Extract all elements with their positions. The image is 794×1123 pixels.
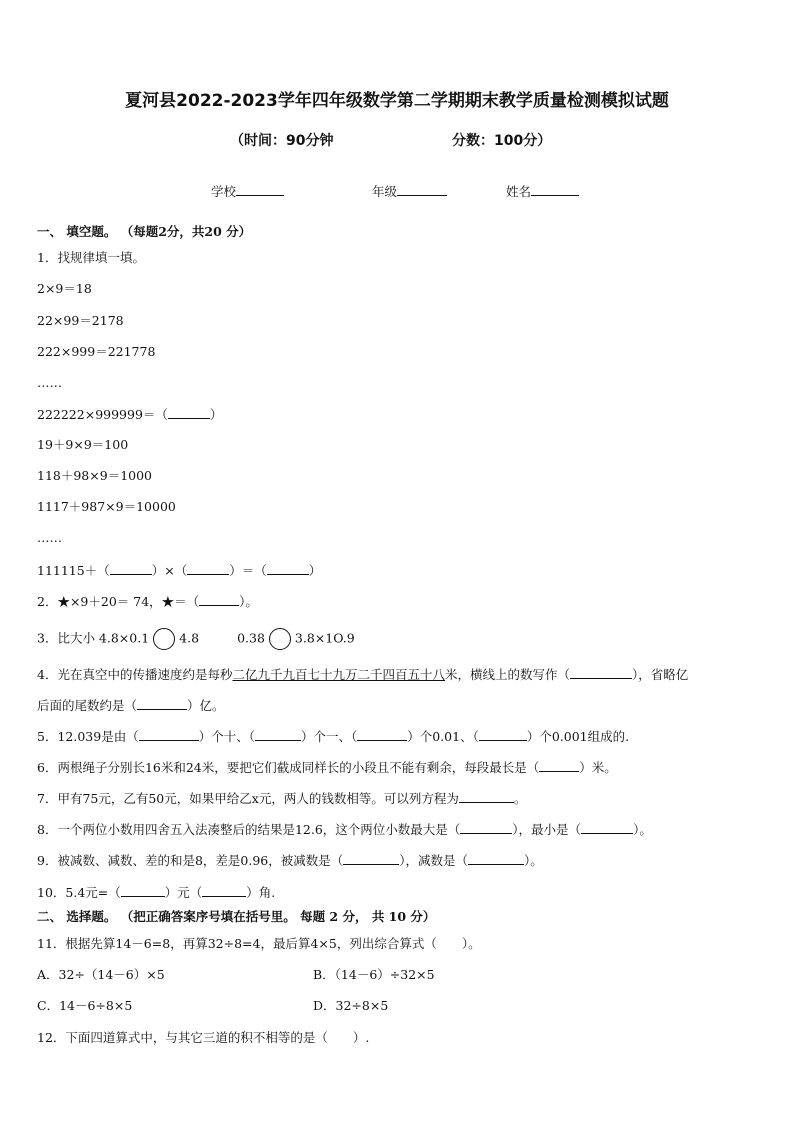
- section2-note: （把正确答案序号填在括号里。 每题 2 分， 共 10 分）: [120, 909, 436, 924]
- q4-text-b: 米，横线上的数写作（: [444, 667, 570, 682]
- answer-blank[interactable]: [459, 790, 514, 803]
- q2-text: 2．★×9＋20＝ 74，★＝（: [37, 594, 200, 609]
- school-label: 学校: [211, 184, 237, 199]
- q2-close: ）。: [239, 594, 258, 609]
- q10-text-c: ）角.: [246, 885, 276, 900]
- section1-note: （每题2分，共20 分）: [120, 224, 252, 239]
- q1-dots1: ……: [37, 375, 62, 390]
- q1-line8-mid2: ）＝（: [229, 563, 267, 578]
- q5-text-d: ）个0.01、（: [407, 729, 479, 744]
- q4-line2: [37, 697, 225, 714]
- q4-text-d: 后面的尾数约是（: [37, 698, 138, 713]
- q8-text-c: ）。: [633, 822, 652, 837]
- q6-close: ）米。: [579, 760, 617, 775]
- answer-blank[interactable]: [121, 884, 165, 897]
- grade-field: [372, 182, 447, 200]
- q6-text: 6．两根绳子分别长16米和24米，要把它们截成同样长的小段且不能有剩余，每段最长是（: [37, 760, 540, 775]
- answer-blank[interactable]: [168, 406, 210, 419]
- name-field: [506, 182, 579, 200]
- q7-text: 7．甲有75元，乙有50元，如果甲给乙x元，两人的钱数相等。可以列方程为: [37, 791, 459, 806]
- q1-stem: 1．找规律填一填。: [37, 250, 145, 265]
- q5-text-e: ）个0.001组成的.: [526, 729, 630, 744]
- name-label: 姓名: [506, 184, 532, 199]
- q1-line4-close: ）: [209, 407, 223, 422]
- q8-text-a: 8．一个两位小数用四舍五入法凑整后的结果是12.6，这个两位小数最大是（: [37, 822, 461, 837]
- q1-line8-text: 111115＋（: [37, 563, 110, 578]
- answer-blank[interactable]: [468, 852, 524, 865]
- q1-line7: 1117＋987×9＝10000: [37, 499, 176, 514]
- q9-text-b: ），减数是（: [399, 853, 469, 868]
- q8-text-b: ），最小是（: [512, 822, 582, 837]
- answer-blank[interactable]: [581, 821, 633, 834]
- q3-text-c: 0.38: [237, 630, 265, 646]
- q1-line1: 2×9＝18: [37, 281, 92, 296]
- compare-circle[interactable]: [153, 628, 175, 650]
- answer-blank[interactable]: [139, 728, 199, 741]
- q1-line8-close: ）: [308, 563, 322, 578]
- section2-title: 二、 选择题。: [37, 909, 117, 924]
- answer-blank[interactable]: [357, 728, 407, 741]
- grade-label: 年级: [372, 184, 398, 199]
- q11-option-d[interactable]: D．32÷8×5: [313, 998, 389, 1013]
- q1-line5: 19＋9×9＝100: [37, 437, 129, 452]
- q1-dots2: ……: [37, 530, 62, 545]
- q3-text-a: 3．比大小 4.8×0.1: [37, 630, 150, 646]
- q9: [37, 852, 543, 869]
- exam-score: 分数：100分）: [452, 133, 552, 149]
- q7-close: 。: [513, 791, 527, 806]
- q5-text-b: ）个十、（: [198, 729, 255, 744]
- q10: [37, 884, 275, 901]
- q11-option-a[interactable]: A．32÷（14－6）×5: [37, 967, 165, 982]
- q5-text-a: 5．12.039是由（: [37, 729, 139, 744]
- school-field: [211, 182, 284, 200]
- q3-text-d: 3.8×1O.9: [294, 630, 355, 646]
- q9-text-c: ）。: [524, 853, 543, 868]
- section2-heading: [37, 909, 435, 925]
- q4-text-a: 4．光在真空中的传播速度约是每秒: [37, 667, 233, 682]
- q3-text-b: 4.8: [179, 630, 200, 646]
- q4-underlined-number: 二亿九千九百七十九万二千四百五十八: [232, 667, 445, 682]
- answer-blank[interactable]: [539, 759, 579, 772]
- exam-title: 夏河县2022-2023学年四年级数学第二学期期末教学质量检测模拟试题: [125, 91, 669, 111]
- q4-line1: [37, 666, 688, 683]
- q5: [37, 728, 629, 745]
- q11-option-c[interactable]: C．14－6÷8×5: [37, 998, 133, 1013]
- q1-line6: 118＋98×9＝1000: [37, 468, 153, 483]
- answer-blank[interactable]: [479, 728, 527, 741]
- q1-line8-mid1: ）×（: [151, 563, 188, 578]
- answer-blank[interactable]: [267, 562, 309, 575]
- q11-option-b[interactable]: B．（14－6）÷32×5: [313, 967, 435, 982]
- q9-text-a: 9．被减数、减数、差的和是8，差是0.96，被减数是（: [37, 853, 344, 868]
- q10-text-a: 10．5.4元=（: [37, 885, 121, 900]
- answer-blank[interactable]: [460, 821, 512, 834]
- q1-line4: [37, 406, 222, 423]
- answer-blank[interactable]: [343, 852, 399, 865]
- q3: [37, 628, 355, 650]
- exam-time: （时间：90分钟: [230, 133, 334, 149]
- q4-text-c: ），省略亿: [632, 667, 689, 682]
- q7: [37, 790, 526, 807]
- section1-heading: [37, 224, 251, 240]
- q1-line2: 22×99＝2178: [37, 313, 124, 328]
- q8: [37, 821, 652, 838]
- answer-blank[interactable]: [255, 728, 301, 741]
- answer-blank[interactable]: [570, 666, 632, 679]
- grade-blank[interactable]: [397, 183, 447, 196]
- answer-blank[interactable]: [110, 562, 152, 575]
- q11-stem: 11．根据先算14－6=8，再算32÷8=4，最后算4×5，列出综合算式（ ）。: [37, 936, 481, 951]
- q1-line8: [37, 562, 321, 579]
- name-blank[interactable]: [531, 183, 579, 196]
- school-blank[interactable]: [236, 183, 284, 196]
- q10-text-b: ）元（: [164, 885, 203, 900]
- section1-title: 一、 填空题。: [37, 224, 117, 239]
- q1-line3: 222×999＝221778: [37, 344, 156, 359]
- answer-blank[interactable]: [199, 593, 239, 606]
- q1-line4-text: 222222×999999＝（: [37, 407, 168, 422]
- answer-blank[interactable]: [202, 884, 246, 897]
- compare-circle[interactable]: [269, 628, 291, 650]
- q5-text-c: ）个一、（: [300, 729, 358, 744]
- q2: [37, 593, 258, 610]
- q4-text-e: ）亿。: [187, 698, 225, 713]
- answer-blank[interactable]: [187, 562, 229, 575]
- answer-blank[interactable]: [137, 697, 187, 710]
- q6: [37, 759, 617, 776]
- q12-stem: 12．下面四道算式中，与其它三道的积不相等的是（ ）.: [37, 1030, 370, 1045]
